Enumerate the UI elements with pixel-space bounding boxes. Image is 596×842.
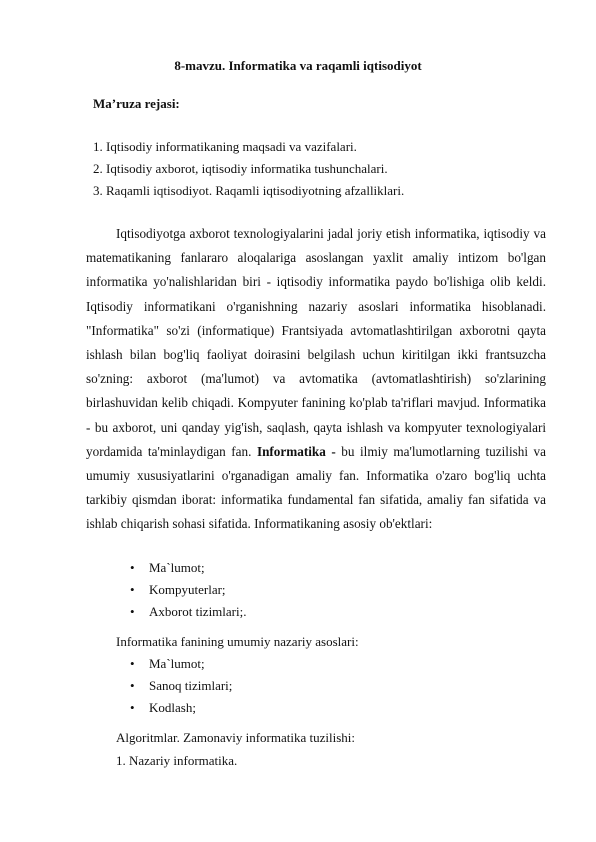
list-item-label: Sanoq tizimlari; (149, 678, 233, 693)
bullet-icon: • (130, 678, 135, 693)
structure-item: 1. Nazariy informatika. (116, 753, 238, 768)
list-item (130, 675, 232, 697)
paragraph-text-part2: bu ilmiy ma'lumotlarning tuzilishi va umumiy xususiyatlarini o'rganadigan amaliy fan. Informatika o'zaro bog'liq uchta tarkibiy qismdan iborat: informatika fundamental fan sifatida, amaliy fan sifatida va ishlab chiqarish sohasi sifatida. Informatikaning asosiy ob'ektlari: (86, 443, 546, 532)
list-item-label: Kodlash; (149, 700, 196, 715)
plan-list (93, 136, 404, 202)
list-item (130, 601, 246, 623)
list-item (130, 653, 232, 675)
list-item-label: Kompyuterlar; (149, 582, 226, 597)
list-item (130, 557, 246, 579)
bullet-icon: • (130, 604, 135, 619)
page-title: 8-mavzu. Informatika va raqamli iqtisodiyot (174, 58, 422, 73)
list-item-label: Ma`lumot; (149, 560, 205, 575)
paragraph-text-part1: Iqtisodiyotga axborot texnologiyalarini jadal joriy etish informatika, iqtisodiy va matematikaning fanlararo aloqalariga asoslangan yaxlit amaliy intizom bo'lgan informatika yo'nalishlaridan biri - iqtisodiy informatika paydo bo'lishiga olib keldi. Iqtisodiy informatikani o'rganishning nazariy asoslari informatika hisoblanadi. "Informatika" so'zi (informatique) Frantsiyada avtomatlashtirilgan axborotni qayta ishlash bilan bog'liq faoliyat doirasini belgilash uchun kiritilgan ikki frantsuzcha so'zning: axborot (ma'lumot) va avtomatika (avtomatlashtirish) so'zlarining birlashuvidan kelib chiqadi. Kompyuter fanining ko'plab ta'riflari mavjud. Informatika - bu axborot, uni qanday yig'ish, saqlash, qayta ishlash va kompyuter texnologiyalari yordamida ta'minlaydigan fan. (86, 226, 546, 459)
list-item-label: Ma`lumot; (149, 656, 205, 671)
structure-heading: Algoritmlar. Zamonaviy informatika tuzilishi: (116, 730, 356, 745)
plan-item: 3. Raqamli iqtisodiyot. Raqamli iqtisodiyotning afzalliklari. (93, 183, 405, 198)
bullet-icon: • (130, 560, 135, 575)
plan-item: 2. Iqtisodiy axborot, iqtisodiy informatika tushunchalari. (93, 161, 388, 176)
bullet-icon: • (130, 656, 135, 671)
bullet-icon: • (130, 700, 135, 715)
plan-item: 1. Iqtisodiy informatikaning maqsadi va vazifalari. (93, 139, 357, 154)
list-item (130, 697, 232, 719)
bullet-icon: • (130, 582, 135, 597)
objects-list (130, 557, 246, 623)
plan-heading: Ma’ruza rejasi: (93, 96, 180, 111)
list-item-label: Axborot tizimlari;. (149, 604, 247, 619)
foundations-heading: Informatika fanining umumiy nazariy asoslari: (116, 634, 359, 649)
main-paragraph (86, 222, 546, 537)
foundations-list (130, 653, 232, 719)
paragraph-bold-term: Informatika - (256, 443, 336, 459)
list-item (130, 579, 246, 601)
